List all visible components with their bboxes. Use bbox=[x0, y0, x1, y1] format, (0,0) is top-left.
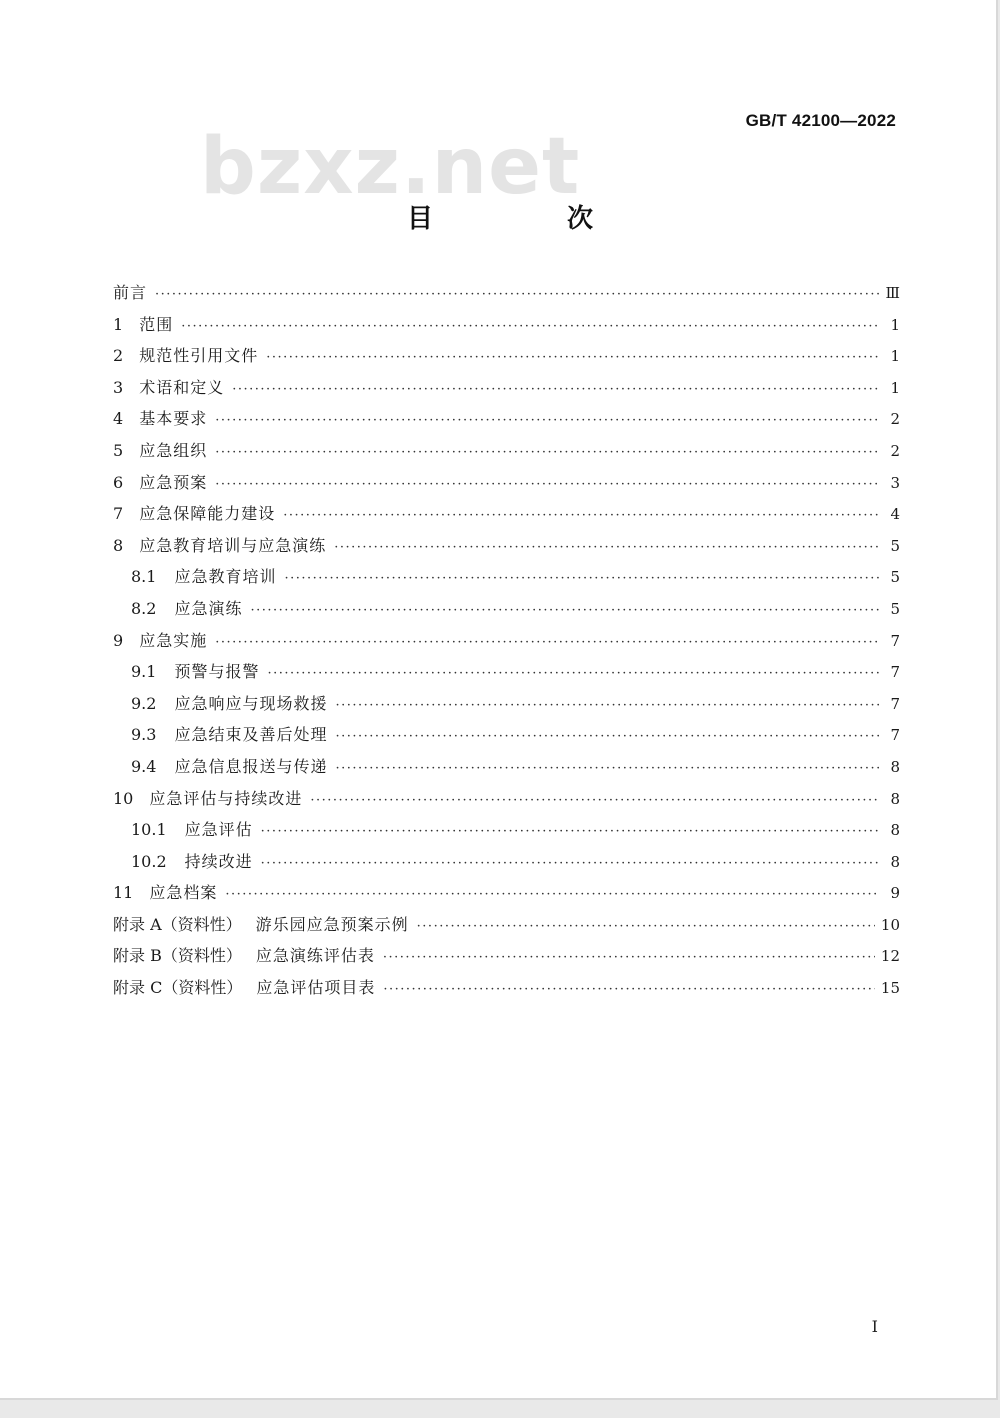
toc-entry-number: 3 bbox=[113, 377, 124, 397]
toc-entry-page: Ⅲ bbox=[885, 284, 900, 302]
toc-entry[interactable] bbox=[113, 912, 900, 944]
toc-entry-title: 应急响应与现场救援 bbox=[174, 693, 328, 713]
toc-entry-title: 游乐园应急预案示例 bbox=[255, 914, 409, 934]
toc-entry-page: 2 bbox=[890, 410, 900, 429]
toc-leader-dots bbox=[215, 445, 880, 460]
toc-entry[interactable] bbox=[113, 501, 900, 533]
toc-entry-number: 附录 A（资料性） bbox=[113, 914, 242, 934]
toc-leader-dots bbox=[181, 319, 880, 334]
toc-entry-number: 附录 C（资料性） bbox=[113, 978, 243, 998]
toc-entry-title: 基本要求 bbox=[139, 409, 208, 429]
toc-entry-number: 10.2 bbox=[131, 851, 167, 871]
toc-entry-title: 前言 bbox=[113, 283, 148, 302]
toc-entry[interactable] bbox=[113, 343, 900, 375]
toc-entry-title: 应急评估 bbox=[184, 820, 253, 840]
toc-entry-title: 应急保障能力建设 bbox=[139, 504, 276, 524]
toc-leader-dots bbox=[335, 761, 880, 776]
toc-entry-page: 8 bbox=[890, 821, 900, 840]
watermark: bzxz.net bbox=[200, 122, 581, 212]
toc-leader-dots bbox=[261, 856, 880, 871]
toc-entry-number: 2 bbox=[113, 346, 124, 366]
toc-entry-number: 7 bbox=[113, 504, 124, 524]
toc-entry[interactable] bbox=[113, 943, 900, 975]
toc-leader-dots bbox=[417, 919, 875, 934]
toc-entry[interactable] bbox=[113, 691, 900, 723]
toc-leader-dots bbox=[283, 508, 880, 523]
toc-entry-page: 8 bbox=[890, 757, 900, 776]
toc-entry-title: 应急结束及善后处理 bbox=[174, 725, 328, 745]
toc-entry-number: 9.2 bbox=[131, 693, 157, 713]
toc-leader-dots bbox=[261, 824, 880, 839]
toc-entry-title: 规范性引用文件 bbox=[139, 346, 259, 366]
toc-leader-dots bbox=[335, 729, 880, 744]
toc-leader-dots bbox=[232, 382, 880, 397]
page-title: 目 次 bbox=[406, 204, 647, 234]
toc-entry[interactable] bbox=[113, 628, 900, 660]
toc-entry-number: 11 bbox=[113, 883, 134, 903]
toc-entry[interactable] bbox=[113, 470, 900, 502]
toc-entry-number: 8 bbox=[113, 535, 124, 555]
toc-entry[interactable] bbox=[113, 406, 900, 438]
toc-leader-dots bbox=[383, 950, 875, 965]
toc-leader-dots bbox=[335, 698, 880, 713]
toc-entry-page: 5 bbox=[890, 568, 900, 587]
toc-entry-number: 4 bbox=[113, 409, 124, 429]
toc-entry-page: 3 bbox=[890, 473, 900, 492]
toc-entry[interactable] bbox=[113, 312, 900, 344]
toc-entry-title: 应急教育培训 bbox=[174, 567, 277, 587]
toc-entry-number: 9.1 bbox=[131, 662, 157, 682]
toc-entry-page: 9 bbox=[890, 884, 900, 903]
toc-entry-page: 1 bbox=[890, 315, 900, 334]
toc-entry[interactable] bbox=[113, 975, 900, 1007]
toc-entry-page: 1 bbox=[890, 347, 900, 366]
toc-entry-page: 12 bbox=[880, 947, 900, 966]
toc-entry-page: 8 bbox=[890, 852, 900, 871]
toc-entry-title: 范围 bbox=[139, 314, 174, 334]
toc-entry[interactable] bbox=[113, 817, 900, 849]
toc-leader-dots bbox=[225, 887, 880, 902]
toc-leader-dots bbox=[266, 350, 880, 365]
toc-entry[interactable] bbox=[113, 786, 900, 818]
toc-entry-page: 1 bbox=[890, 378, 900, 397]
toc-entry[interactable] bbox=[113, 880, 900, 912]
toc-entry[interactable] bbox=[113, 849, 900, 881]
toc-entry-title: 应急组织 bbox=[139, 440, 208, 460]
toc-entry[interactable] bbox=[113, 722, 900, 754]
toc-entry-page: 5 bbox=[890, 536, 900, 555]
toc-leader-dots bbox=[215, 477, 880, 492]
toc-entry-page: 8 bbox=[890, 789, 900, 808]
toc-entry-title: 应急演练评估表 bbox=[255, 946, 375, 966]
toc-entry-page: 15 bbox=[880, 979, 900, 998]
toc-entry-title: 应急信息报送与传递 bbox=[174, 756, 328, 776]
toc-leader-dots bbox=[250, 603, 880, 618]
toc-entry-page: 2 bbox=[890, 441, 900, 460]
toc-entry-number: 附录 B（资料性） bbox=[113, 946, 242, 966]
toc-entry-title: 应急教育培训与应急演练 bbox=[139, 535, 327, 555]
toc-entry-title: 持续改进 bbox=[184, 851, 253, 871]
toc-entry-title: 应急预案 bbox=[139, 472, 208, 492]
toc-entry-number: 1 bbox=[113, 314, 124, 334]
page-number: I bbox=[871, 1317, 878, 1336]
toc-entry-number: 8.1 bbox=[131, 567, 157, 587]
toc-entry-page: 7 bbox=[890, 694, 900, 713]
toc-entry-title: 应急档案 bbox=[149, 883, 218, 903]
toc-leader-dots bbox=[334, 540, 880, 555]
toc-entry-page: 10 bbox=[880, 915, 900, 934]
toc-entry[interactable] bbox=[113, 533, 900, 565]
toc-entry-number: 9.4 bbox=[131, 756, 157, 776]
toc-leader-dots bbox=[267, 666, 880, 681]
toc-leader-dots bbox=[284, 571, 880, 586]
toc-entry-title: 应急评估项目表 bbox=[256, 978, 376, 998]
toc-entry-page: 7 bbox=[890, 726, 900, 745]
toc-entry[interactable] bbox=[113, 375, 900, 407]
toc-leader-dots bbox=[383, 982, 875, 997]
toc-entry-number: 5 bbox=[113, 440, 124, 460]
toc-entry-title: 应急评估与持续改进 bbox=[149, 788, 303, 808]
toc-entry-number: 6 bbox=[113, 472, 124, 492]
toc-leader-dots bbox=[215, 413, 880, 428]
toc-entry-title: 术语和定义 bbox=[139, 377, 225, 397]
toc-entry[interactable] bbox=[113, 280, 900, 312]
toc-entry[interactable] bbox=[113, 564, 900, 596]
toc-entry-number: 8.2 bbox=[131, 598, 157, 618]
toc-entry-page: 5 bbox=[890, 599, 900, 618]
toc-leader-dots bbox=[215, 635, 880, 650]
table-of-contents bbox=[113, 280, 900, 1007]
toc-entry[interactable] bbox=[113, 596, 900, 628]
toc-entry-page: 4 bbox=[890, 505, 900, 524]
toc-entry-number: 9 bbox=[113, 630, 124, 650]
toc-leader-dots bbox=[155, 287, 880, 302]
toc-entry-number: 10 bbox=[113, 788, 134, 808]
toc-leader-dots bbox=[310, 793, 880, 808]
toc-entry-page: 7 bbox=[890, 663, 900, 682]
toc-entry-title: 预警与报警 bbox=[174, 662, 260, 682]
toc-entry-title: 应急演练 bbox=[174, 598, 243, 618]
toc-entry-page: 7 bbox=[890, 631, 900, 650]
toc-entry-number: 10.1 bbox=[131, 820, 167, 840]
toc-entry[interactable] bbox=[113, 438, 900, 470]
toc-entry[interactable] bbox=[113, 659, 900, 691]
toc-entry[interactable] bbox=[113, 754, 900, 786]
toc-entry-number: 9.3 bbox=[131, 725, 157, 745]
standard-number: GB/T 42100—2022 bbox=[745, 111, 896, 130]
toc-entry-title: 应急实施 bbox=[139, 630, 208, 650]
